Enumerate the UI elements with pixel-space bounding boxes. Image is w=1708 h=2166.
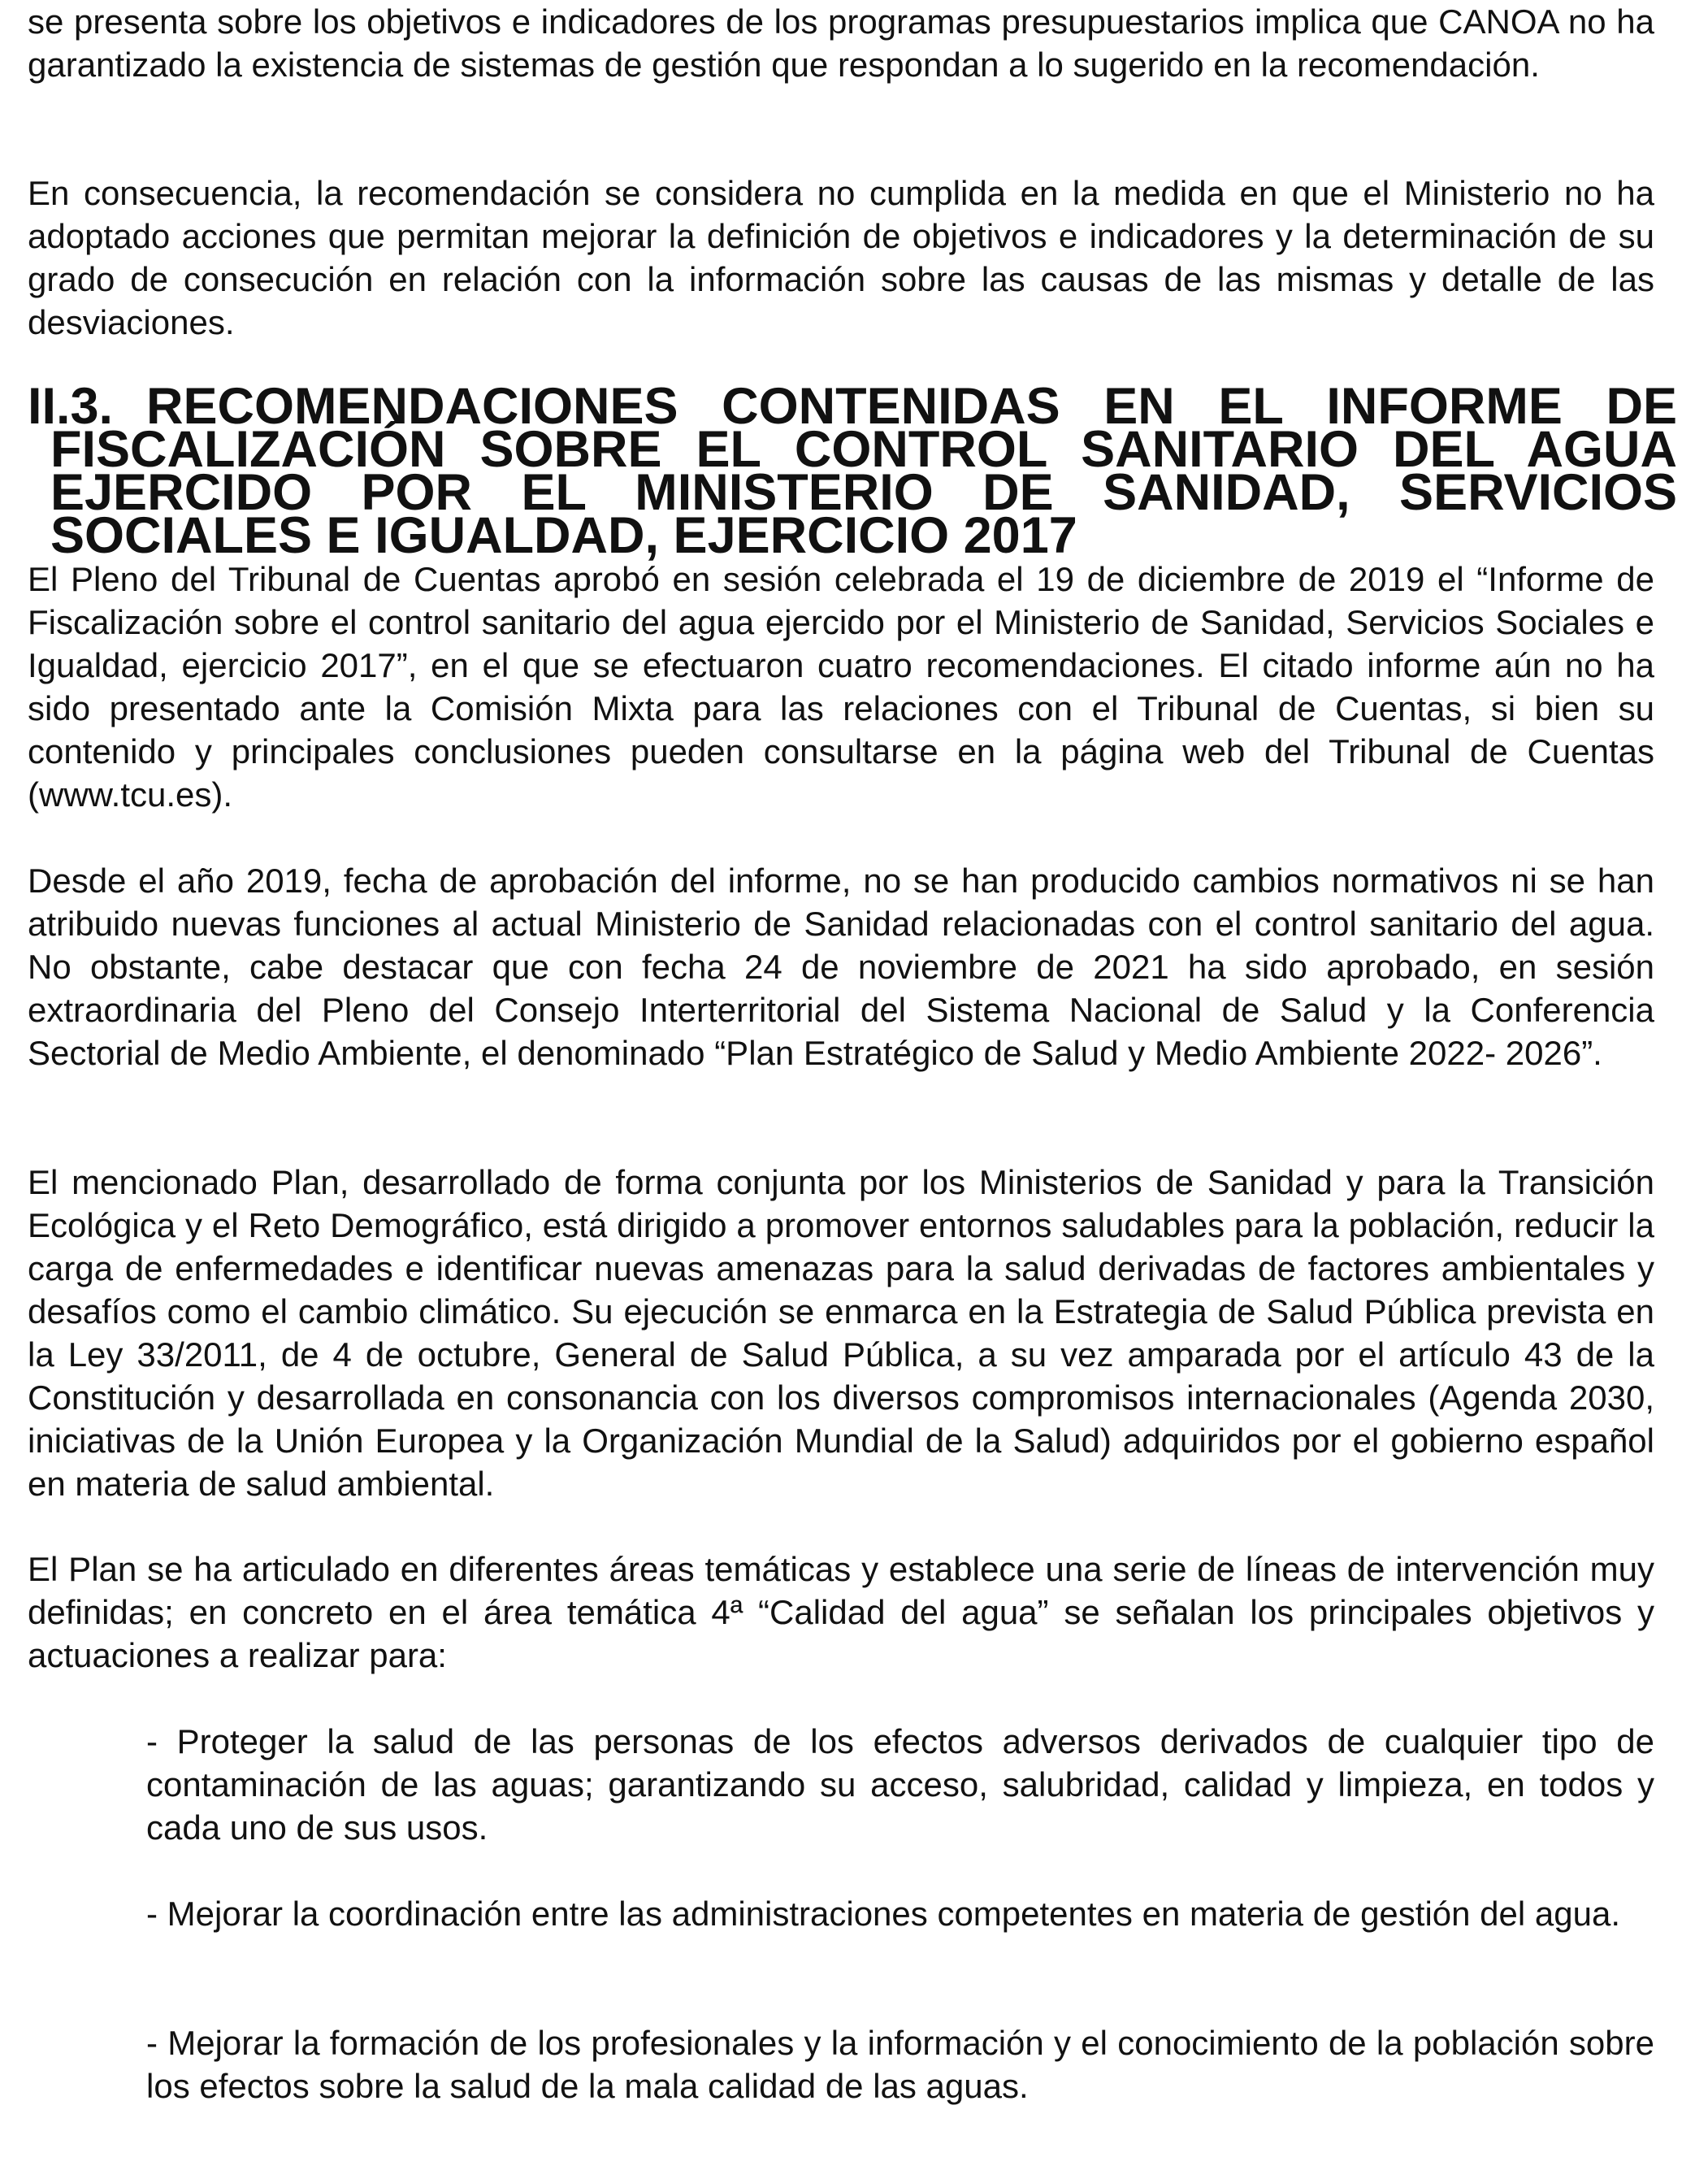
bullet-item: - Mejorar la formación de los profesionales y la información y el conocimiento de la población sobre los efectos sobre la salud de la mala calidad de las aguas.	[146, 2024, 1654, 2105]
paragraph-thematic-areas: El Plan se ha articulado en diferentes áreas temáticas y establece una serie de líneas de intervención muy definidas; en concreto en el área temática 4ª “Calidad del agua” se señalan los principales objetivos y actuaciones a realizar para:	[28, 1550, 1654, 1674]
section-heading	[28, 378, 1677, 564]
section-number: II.3.	[28, 378, 114, 435]
paragraph-pleno-approval: El Pleno del Tribunal de Cuentas aprobó en sesión celebrada el 19 de diciembre de 2019 el “Informe de Fiscalización sobre el control sanitario del agua ejercido por el Ministerio de Sanidad, Servicios Sociales e Igualdad, ejercicio 2017”, en el que se efectuaron cuatro recomendaciones. El citado informe aún no ha sido presentado ante la Comisión Mixta para las relaciones con el Tribunal de Cuentas, si bien su contenido y principales conclusiones pueden consultarse en la página web del Tribunal de Cuentas (www.tcu.es).	[28, 560, 1654, 814]
paragraph-plan-description: El mencionado Plan, desarrollado de forma conjunta por los Ministerios de Sanidad y para la Transición Ecológica y el Reto Demográfico, está dirigido a promover entornos saludables para la población, reducir la carga de enfermedades e identificar nuevas amenazas para la salud derivadas de factores ambientales y desafíos como el cambio climático. Su ejecución se enmarca en la Estrategia de Salud Pública prevista en la Ley 33/2011, de 4 de octubre, General de Salud Pública, a su vez amparada por el artículo 43 de la Constitución y desarrollada en consonancia con los diversos compromisos internacionales (Agenda 2030, iniciativas de la Unión Europea y la Organización Mundial de la Salud) adquiridos por el gobierno español en materia de salud ambiental.	[28, 1163, 1654, 1503]
paragraph-since-2019: Desde el año 2019, fecha de aprobación del informe, no se han producido cambios normativos ni se han atribuido nuevas funciones al actual Ministerio de Sanidad relacionadas con el control sanitario del agua. No obstante, cabe destacar que con fecha 24 de noviembre de 2021 ha sido aprobado, en sesión extraordinaria del Pleno del Consejo Interterritorial del Sistema Nacional de Salud y la Conferencia Sectorial de Medio Ambiente, el denominado “Plan Estratégico de Salud y Medio Ambiente 2022- 2026”.	[28, 862, 1654, 1072]
section-title: RECOMENDACIONES CONTENIDAS EN EL INFORME DE FISCALIZACIÓN SOBRE EL CONTROL SANITARIO DEL AGUA EJERCIDO POR EL MINISTERIO DE SANIDAD, SERVICIOS SOCIALES E IGUALDAD, EJERCICIO 2017	[50, 378, 1677, 564]
paragraph-canoa-systems: se presenta sobre los objetivos e indicadores de los programas presupuestarios implica que CANOA no ha garantizado la existencia de sistemas de gestión que respondan a lo sugerido en la recomendación.	[28, 2, 1654, 84]
paragraph-recommendation-not-met: En consecuencia, la recomendación se considera no cumplida en la medida en que el Ministerio no ha adoptado acciones que permitan mejorar la definición de objetivos e indicadores y la determinación de su grado de consecución en relación con la información sobre las causas de las mismas y detalle de las desviaciones.	[28, 174, 1654, 341]
bullet-item: - Mejorar la coordinación entre las administraciones competentes en materia de gestión del agua.	[146, 1895, 1620, 1933]
bullet-item: - Proteger la salud de las personas de los efectos adversos derivados de cualquier tipo de contaminación de las aguas; garantizando su acceso, salubridad, calidad y limpieza, en todos y cada uno de sus usos.	[146, 1722, 1654, 1847]
